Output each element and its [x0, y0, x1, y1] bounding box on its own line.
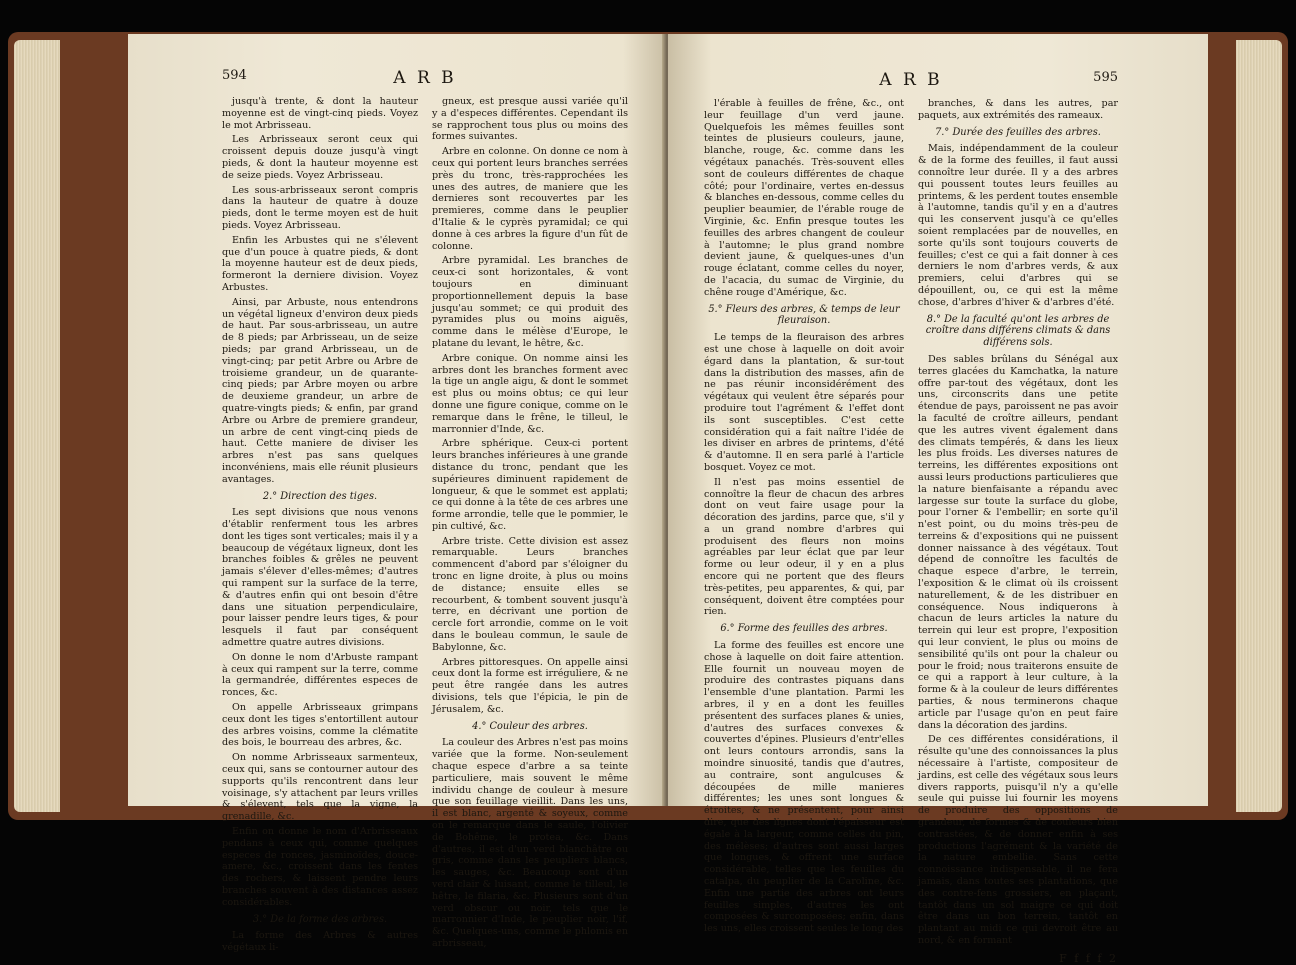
paragraph: Arbre pyramidal. Les branches de ceux-ci sont horizontales, & vont toujours en diminuant proportionnellement depuis la base jusqu'au sommet; ce qui produit des pyramides plus ou moins aiguës, comme dans le mélèse d'Europe, le platane du levant, le hêtre, &c. [432, 255, 628, 349]
section-heading: 8.° De la faculté qu'ont les arbres de croître dans différens climats & dans différens sols. [925, 313, 1111, 349]
paragraph: Arbres pittoresques. On appelle ainsi ceux dont la forme est irréguliere, & ne peut être rangée dans les autres divisions, tels que l'épicia, le pin de Jérusalem, &c. [432, 656, 628, 715]
paragraph: Enfin on donne le nom d'Arbrisseaux pendans à ceux qui, comme quelques especes de ronces, jasminoïdes, douce-amere, &c., croissent dans les fentes des rochers, & laissent pendre leurs branches souvent à des distances assez considérables. [222, 826, 418, 908]
paragraph: branches, & dans les autres, par paquets, aux extrémités des rameaux. [918, 98, 1118, 121]
section-heading: 3.° De la forme des arbres. [252, 913, 388, 925]
paragraph: La forme des Arbres & autres végétaux li- [222, 930, 418, 954]
right-page-edges [1236, 40, 1282, 812]
left-page-edges [14, 40, 60, 812]
paragraph: Le temps de la fleuraison des arbres est une chose à laquelle on doit avoir égard dans la plantation, & sur-tout dans la distribution des masses, afin de ne pas réunir inconsidérément des végétaux qui veulent être séparés pour produire tout l'agrément & l'effet dont ils sont susceptibles. C'est cette considération qui a fait naître l'idée de les diviser en arbres de printems, d'été & d'automne. Il en sera parlé à l'article bosquet. Voyez ce mot. [704, 332, 904, 473]
paragraph: La forme des feuilles est encore une chose à laquelle on doit faire attention. Elle fournit un nouveau moyen de produire des contrastes piquans dans l'ensemble d'une plantation. Parmi les arbres, il y en a dont les feuilles présentent des surfaces planes & unies, d'autres des surfaces convexes & couvertes d'épines. Plusieurs d'entr'elles ont leurs contours arrondis, sans la moindre sinuosité, tandis que d'autres, au contraire, sont angulcuses & découpées de mille manieres différentes; les unes sont longues & étroites, & ne présentent, pour ainsi dire, que des lignes dont l'épaisseur est égale à la largeur, comme celles du pin, des mélèses; d'autres sont aussi larges que longues, & offrent une surface considérable, telles que les feuilles du catalpa, du peuplier de la Caroline, &c. Enfin une partie des arbres ont leurs feuilles simples, d'autres les ont composées & surcomposées; enfin, dans les uns, elles croissent seules le long des [704, 640, 904, 935]
open-book [8, 32, 1288, 965]
paragraph: Les sous-arbrisseaux seront compris dans la hauteur de quatre à douze pieds, dont le terme moyen est de huit pieds. Voyez Arbrisseau. [222, 184, 418, 231]
signature-mark: F f f f 2 [1059, 951, 1118, 965]
paragraph: gneux, est presque aussi variée qu'il y a d'especes différentes. Cependant ils se rapprochent tous plus ou moins des formes suivantes. [432, 96, 628, 143]
left-column-1 [222, 96, 418, 957]
section-heading: 7.° Durée des feuilles des arbres. [935, 126, 1101, 138]
paragraph: l'érable à feuilles de frêne, &c., ont leur feuillage d'un verd jaune. Quelquefois les mêmes feuilles sont teintes de plusieurs couleurs, jaune, blanche, rouge, &c. comme dans les végétaux panachés. Très-souvent elles sont de couleurs différentes de chaque côté; pour l'ordinaire, vertes en-dessus & blanches en-dessous, comme celles du peuplier beaumier, de l'érable rouge de Virginie, &c. Enfin presque toutes les feuilles des arbres changent de couleur à l'automne; le plus grand nombre devient jaune, & quelques-unes d'un rouge éclatant, comme celles du noyer, de l'acacia, du sumac de Virginie, du chêne rouge d'Amérique, &c. [704, 98, 904, 298]
paragraph: Arbre conique. On nomme ainsi les arbres dont les branches forment avec la tige un angle aigu, & dont le sommet est plus ou moins obtus; ce qui leur donne une figure conique, comme on le remarque dans le frêne, le tilleul, le marronnier d'Inde, &c. [432, 352, 628, 435]
paragraph: La couleur des Arbres n'est pas moins variée que la forme. Non-seulement chaque espece d'arbre a sa teinte particuliere, mais souvent le même individu change de couleur à mesure que son feuillage vieillit. Dans les uns, il est blanc, argenté & soyeux, comme on le remarque dans le saule, l'olivier de Bohême, le protea, &c. Dans d'autres, il est d'un verd blanchâtre ou gris, comme dans les peupliers blancs, les sauges, &c. Beaucoup sont d'un verd clair & luisant, comme le tilleul, le hêtre, le filaria, &c. Plusieurs sont d'un verd obscur ou noir, tels que le marronnier d'Inde, le peuplier noir, l'if, &c. Quelques-uns, comme le phlomis en arbrisseau, [432, 737, 628, 949]
right-page [668, 34, 1208, 965]
paragraph: Ainsi, par Arbuste, nous entendrons un végétal ligneux d'environ deux pieds de haut. Par sous-arbrisseau, un autre de 8 pieds; par Arbrisseau, un de seize pieds; par grand Arbrisseau, un de vingt-cinq; par petit Arbre ou Arbre de troisieme grandeur, un de quarante-cinq pieds; par Arbre moyen ou arbre de deuxieme grandeur, un arbre de quatre-vingts pieds; & enfin, par grand Arbre ou Arbre de premiere grandeur, un arbre de cent vingt-cinq pieds de haut. Cette maniere de diviser les arbres n'est pas sans quelques inconvéniens, mais elle réunit plusieurs avantages. [222, 296, 418, 485]
paragraph: Les Arbrisseaux seront ceux qui croissent depuis douze jusqu'à vingt pieds, & dont la hauteur moyenne est de seize pieds. Voyez Arbrisseau. [222, 134, 418, 181]
paragraph: Des sables brûlans du Sénégal aux terres glacées du Kamchatka, la nature offre par-tout des végétaux, dont les uns, circonscrits dans une petite étendue de pays, paroissent ne pas avoir la faculté de croître ailleurs, pendant que les autres vivent également dans des climats tempérés, & dans les lieux les plus froids. Les diverses natures de terreins, les différentes expositions ont aussi leurs productions particulieres que la nature bienfaisante a répandu avec largesse sur toute la surface du globe, pour l'orner & l'embellir; en sorte qu'il n'est point, ou du moins très-peu de terreins & d'expositions qui ne puissent donner naissance à des végétaux. Tout dépend de connoître les facultés de chaque espece d'arbre, le terrein, l'exposition & le climat où ils croissent naturellement, & de les distribuer en conséquence. Nous indiquerons à chacun de leurs articles la nature du terrein qui leur est propre, l'exposition qui leur convient, le plus ou moins de sensibilité qu'ils ont pour la chaleur ou pour le froid; nous traiterons ensuite de ce qui a rapport à leur culture, à la forme & à la couleur de leurs différentes parties, & nous terminerons chaque article par l'usage qu'on en peut faire dans la décoration des jardins. [918, 353, 1118, 731]
left-column-2 [432, 96, 628, 957]
section-heading: 4.° Couleur des arbres. [472, 720, 588, 732]
right-page-number: 595 [1093, 70, 1118, 85]
section-heading: 5.° Fleurs des arbres, & temps de leur fleuraison. [708, 303, 900, 327]
paragraph: Arbre en colonne. On donne ce nom à ceux qui portent leurs branches serrées près du tronc, très-rapprochées les unes des autres, de maniere que les dernieres sont recouvertes par les premieres, comme dans le peuplier d'Italie & le cyprès pyramidal; ce qui donne à ces arbres la figure d'un fût de colonne. [432, 146, 628, 252]
paragraph: On donne le nom d'Arbuste rampant à ceux qui rampent sur la terre, comme la germandrée, différentes especes de ronces, &c. [222, 651, 418, 699]
paragraph: jusqu'à trente, & dont la hauteur moyenne est de vingt-cinq pieds. Voyez le mot Arbrisseau. [222, 96, 418, 131]
left-running-head: A R B [393, 68, 457, 88]
paragraph: On appelle Arbrisseaux grimpans ceux dont les tiges s'entortillent autour des arbres voisins, comme la clématite des bois, le bourreau des arbres, &c. [222, 702, 418, 749]
paragraph: Il n'est pas moins essentiel de connoître la fleur de chacun des arbres dont on veut faire usage pour la décoration des jardins, parce que, s'il y a un grand nombre d'arbres qui produisent des fleurs non moins agréables par leur éclat que par leur forme ou leur odeur, il y en a plus encore qui ne portent que des fleurs très-petites, peu apparentes, & qui, par conséquent, doivent être comptées pour rien. [704, 476, 904, 618]
paragraph: Arbre triste. Cette division est assez remarquable. Leurs branches commencent d'abord par s'éloigner du tronc en ligne droite, à plus ou moins de distance; ensuite elles se recourbent, & tombent souvent jusqu'à terre, en décrivant une portion de cercle fort arrondie, comme on le voit dans le bouleau commun, le saule de Babylonne, &c. [432, 535, 628, 653]
paragraph: Arbre sphérique. Ceux-ci portent leurs branches inférieures à une grande distance du tronc, pendant que les supérieures diminuent rapidement de longueur, & que le sommet est applati; ce qui donne à la tête de ces arbres une forme arrondie, telle que le pommier, le pin cultivé, &c. [432, 438, 628, 532]
right-column-2 [918, 98, 1118, 950]
section-heading: 2.° Direction des tiges. [262, 490, 378, 502]
paragraph: Mais, indépendamment de la couleur & de la forme des feuilles, il faut aussi connoître leur durée. Il y a des arbres qui poussent toutes leurs feuilles au printems, & les perdent toutes ensemble à l'automne, tandis qu'il y en a d'autres qui les conservent jusqu'à ce qu'elles soient remplacées par de nouvelles, en sorte qu'ils sont toujours couverts de feuilles; c'est ce qui a fait donner à ces derniers le nom d'arbres verds, & aux premiers, celui d'arbres qui se dépouillent, ou, ce qui est la même chose, d'arbres d'hiver & d'arbres d'été. [918, 143, 1118, 308]
left-page [128, 34, 666, 954]
paragraph: Enfin les Arbustes qui ne s'élevent que d'un pouce à quatre pieds, & dont la moyenne hauteur est de deux pieds, formeront la derniere division. Voyez Arbustes. [222, 234, 418, 293]
paragraph: De ces différentes considérations, il résulte qu'une des connoissances la plus nécessaire à l'artiste, compositeur de jardins, est celle des végétaux sous leurs divers rapports, puisqu'il n'y a qu'elle seule qui puisse lui fournir les moyens de produire des oppositions de grandeur, de formes & de couleurs bien contrastées, & de donner enfin à ses productions l'agrément & la variété de la nature embellie. Sans cette connoissance indispensable, il ne fera jamais, dans toutes ses plantations, que des contre-fens grossiers, en plaçant, tantôt dans un sol maigre ce qui doit être dans un bon terrein, tantôt en plantant au midi ce qui devroit être au nord, & en formant [918, 734, 1118, 946]
right-page-header [704, 70, 1118, 94]
paragraph: Les sept divisions que nous venons d'établir renferment tous les arbres dont les tiges sont verticales; mais il y a beaucoup de végétaux ligneux, dont les branches foibles & grêles ne peuvent jamais s'élever d'elles-mêmes; d'autres qui rampent sur la surface de la terre, & d'autres enfin qui ont besoin d'être dans une situation perpendiculaire, pour laisser pendre leurs tiges, & pour lesquels il faut par conséquent admettre quatre autres divisions. [222, 507, 418, 649]
left-page-header [222, 68, 628, 92]
section-heading: 6.° Forme des feuilles des arbres. [720, 623, 888, 635]
paragraph: On nomme Arbrisseaux sarmenteux, ceux qui, sans se contourner autour des supports qu'ils rencontrent dans leur voisinage, s'y attachent par leurs vrilles & s'élevent, tels que la vigne, la grenadille, &c. [222, 752, 418, 823]
left-page-number: 594 [222, 68, 247, 83]
right-column-1 [704, 98, 904, 950]
right-running-head: A R B [879, 70, 943, 90]
